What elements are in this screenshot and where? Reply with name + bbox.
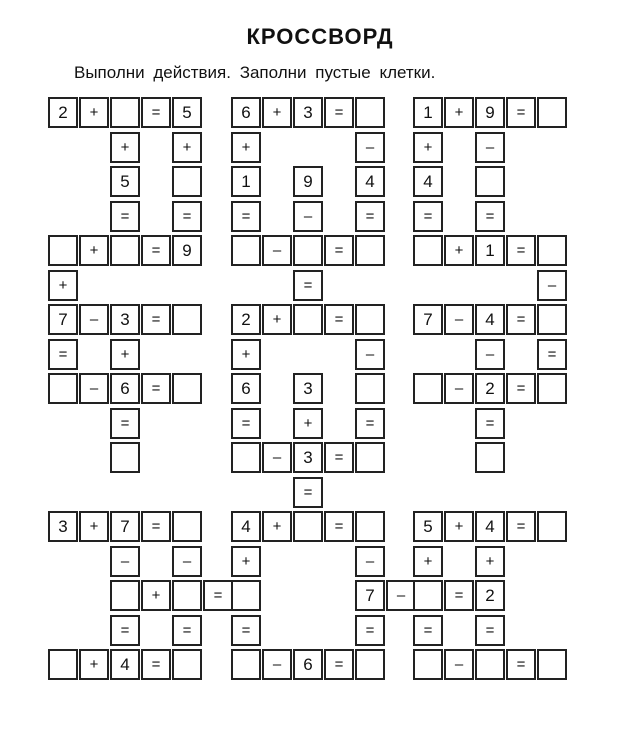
answer-cell[interactable]: [172, 511, 202, 542]
number-cell: 5: [172, 97, 202, 128]
operator-cell: +: [413, 546, 443, 577]
answer-cell[interactable]: [110, 442, 140, 473]
number-cell: 6: [231, 97, 261, 128]
operator-cell: –: [475, 132, 505, 163]
operator-cell: +: [231, 546, 261, 577]
operator-cell: –: [355, 546, 385, 577]
number-cell: 4: [355, 166, 385, 197]
answer-cell[interactable]: [231, 580, 261, 611]
answer-cell[interactable]: [293, 304, 323, 335]
operator-cell: +: [79, 97, 109, 128]
number-cell: 9: [293, 166, 323, 197]
operator-cell: =: [324, 304, 354, 335]
operator-cell: =: [475, 408, 505, 439]
answer-cell[interactable]: [172, 649, 202, 680]
operator-cell: –: [172, 546, 202, 577]
answer-cell[interactable]: [110, 580, 140, 611]
operator-cell: –: [293, 201, 323, 232]
operator-cell: +: [413, 132, 443, 163]
answer-cell[interactable]: [537, 649, 567, 680]
answer-cell[interactable]: [413, 235, 443, 266]
number-cell: 7: [355, 580, 385, 611]
number-cell: 4: [110, 649, 140, 680]
answer-cell[interactable]: [413, 649, 443, 680]
number-cell: 6: [231, 373, 261, 404]
number-cell: 2: [231, 304, 261, 335]
operator-cell: =: [506, 511, 536, 542]
number-cell: 2: [475, 580, 505, 611]
answer-cell[interactable]: [355, 235, 385, 266]
number-cell: 3: [110, 304, 140, 335]
page-title: КРОССВОРД: [246, 24, 394, 49]
answer-cell[interactable]: [172, 304, 202, 335]
operator-cell: =: [475, 201, 505, 232]
answer-cell[interactable]: [48, 649, 78, 680]
number-cell: 6: [293, 649, 323, 680]
instructions: Выполни действия. Заполни пустые клетки.: [74, 63, 436, 82]
operator-cell: –: [79, 304, 109, 335]
answer-cell[interactable]: [537, 511, 567, 542]
operator-cell: +: [444, 511, 474, 542]
answer-cell[interactable]: [355, 649, 385, 680]
operator-cell: –: [444, 304, 474, 335]
answer-cell[interactable]: [355, 442, 385, 473]
operator-cell: +: [231, 132, 261, 163]
answer-cell[interactable]: [231, 235, 261, 266]
answer-cell[interactable]: [355, 304, 385, 335]
operator-cell: =: [355, 408, 385, 439]
operator-cell: +: [475, 546, 505, 577]
operator-cell: =: [355, 615, 385, 646]
operator-cell: –: [386, 580, 416, 611]
answer-cell[interactable]: [172, 580, 202, 611]
answer-cell[interactable]: [48, 235, 78, 266]
answer-cell[interactable]: [231, 649, 261, 680]
answer-cell[interactable]: [172, 166, 202, 197]
number-cell: 2: [475, 373, 505, 404]
answer-cell[interactable]: [172, 373, 202, 404]
operator-cell: –: [475, 339, 505, 370]
answer-cell[interactable]: [537, 235, 567, 266]
operator-cell: +: [79, 511, 109, 542]
operator-cell: –: [262, 235, 292, 266]
operator-cell: +: [262, 511, 292, 542]
number-cell: 2: [48, 97, 78, 128]
number-cell: 5: [413, 511, 443, 542]
operator-cell: +: [110, 132, 140, 163]
operator-cell: =: [444, 580, 474, 611]
operator-cell: =: [506, 373, 536, 404]
operator-cell: –: [537, 270, 567, 301]
operator-cell: –: [355, 132, 385, 163]
number-cell: 3: [48, 511, 78, 542]
operator-cell: =: [506, 97, 536, 128]
operator-cell: +: [262, 97, 292, 128]
operator-cell: =: [48, 339, 78, 370]
number-cell: 6: [110, 373, 140, 404]
answer-cell[interactable]: [293, 511, 323, 542]
operator-cell: =: [413, 615, 443, 646]
operator-cell: =: [506, 304, 536, 335]
number-cell: 7: [413, 304, 443, 335]
answer-cell[interactable]: [475, 442, 505, 473]
operator-cell: –: [444, 649, 474, 680]
answer-cell[interactable]: [537, 373, 567, 404]
answer-cell[interactable]: [110, 235, 140, 266]
operator-cell: –: [110, 546, 140, 577]
operator-cell: =: [172, 615, 202, 646]
answer-cell[interactable]: [413, 373, 443, 404]
operator-cell: –: [262, 649, 292, 680]
operator-cell: +: [79, 235, 109, 266]
answer-cell[interactable]: [231, 442, 261, 473]
operator-cell: =: [203, 580, 233, 611]
number-cell: 4: [475, 304, 505, 335]
operator-cell: =: [293, 477, 323, 508]
number-cell: 3: [293, 97, 323, 128]
operator-cell: =: [324, 649, 354, 680]
operator-cell: =: [110, 408, 140, 439]
operator-cell: =: [537, 339, 567, 370]
operator-cell: =: [231, 201, 261, 232]
operator-cell: =: [231, 408, 261, 439]
number-cell: 3: [293, 373, 323, 404]
answer-cell[interactable]: [48, 373, 78, 404]
answer-cell[interactable]: [537, 97, 567, 128]
operator-cell: =: [506, 235, 536, 266]
operator-cell: +: [79, 649, 109, 680]
operator-cell: =: [413, 201, 443, 232]
operator-cell: –: [262, 442, 292, 473]
operator-cell: =: [141, 97, 171, 128]
operator-cell: +: [172, 132, 202, 163]
operator-cell: =: [141, 304, 171, 335]
operator-cell: =: [231, 615, 261, 646]
number-cell: 9: [475, 97, 505, 128]
operator-cell: +: [262, 304, 292, 335]
operator-cell: =: [293, 270, 323, 301]
answer-cell[interactable]: [475, 649, 505, 680]
answer-cell[interactable]: [475, 166, 505, 197]
number-cell: 4: [231, 511, 261, 542]
operator-cell: =: [172, 201, 202, 232]
number-cell: 9: [172, 235, 202, 266]
answer-cell[interactable]: [293, 235, 323, 266]
number-cell: 5: [110, 166, 140, 197]
answer-cell[interactable]: [355, 373, 385, 404]
operator-cell: –: [79, 373, 109, 404]
answer-cell[interactable]: [413, 580, 443, 611]
operator-cell: =: [324, 442, 354, 473]
operator-cell: =: [324, 235, 354, 266]
number-cell: 7: [48, 304, 78, 335]
number-cell: 1: [475, 235, 505, 266]
operator-cell: =: [324, 511, 354, 542]
operator-cell: =: [141, 373, 171, 404]
operator-cell: –: [444, 373, 474, 404]
operator-cell: +: [231, 339, 261, 370]
number-cell: 7: [110, 511, 140, 542]
operator-cell: +: [444, 97, 474, 128]
operator-cell: +: [110, 339, 140, 370]
operator-cell: +: [141, 580, 171, 611]
operator-cell: =: [324, 97, 354, 128]
operator-cell: =: [110, 615, 140, 646]
operator-cell: =: [355, 201, 385, 232]
operator-cell: =: [110, 201, 140, 232]
operator-cell: =: [506, 649, 536, 680]
number-cell: 4: [475, 511, 505, 542]
operator-cell: –: [355, 339, 385, 370]
operator-cell: =: [141, 511, 171, 542]
answer-cell[interactable]: [537, 304, 567, 335]
operator-cell: =: [475, 615, 505, 646]
operator-cell: =: [141, 235, 171, 266]
number-cell: 1: [413, 97, 443, 128]
number-cell: 4: [413, 166, 443, 197]
number-cell: 1: [231, 166, 261, 197]
answer-cell[interactable]: [355, 511, 385, 542]
operator-cell: =: [141, 649, 171, 680]
operator-cell: +: [444, 235, 474, 266]
number-cell: 3: [293, 442, 323, 473]
answer-cell[interactable]: [355, 97, 385, 128]
operator-cell: +: [48, 270, 78, 301]
operator-cell: +: [293, 408, 323, 439]
answer-cell[interactable]: [110, 97, 140, 128]
